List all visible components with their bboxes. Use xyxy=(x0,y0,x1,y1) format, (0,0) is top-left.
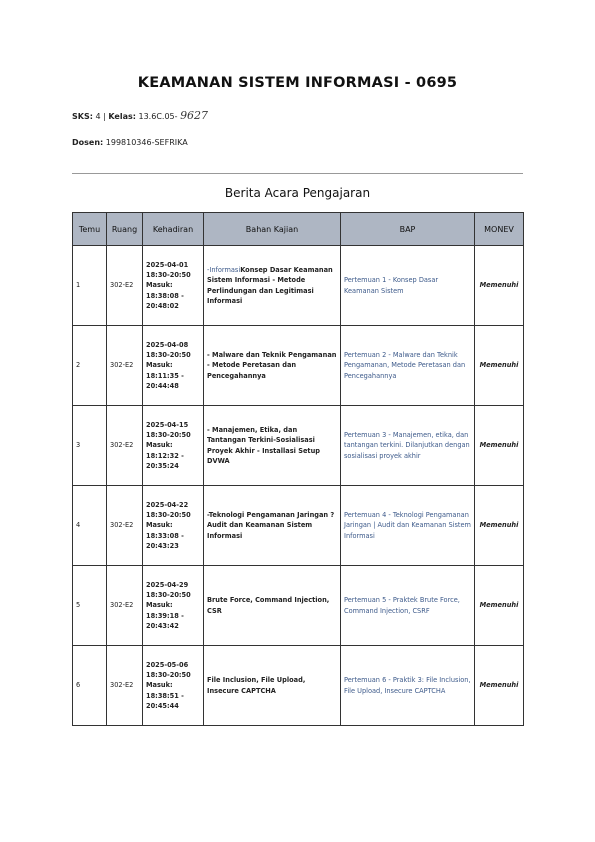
kelas-handwritten-note: 9627 xyxy=(180,109,209,122)
cell-bap: Pertemuan 3 - Manajemen, etika, dan tantangan terkini. Dilanjutkan dengan sosialisasi proyek akhir xyxy=(341,406,475,486)
separator: | xyxy=(103,112,106,121)
sks-label: SKS: xyxy=(72,112,93,121)
cell-bahan-kajian: File Inclusion, File Upload, Insecure CAPTCHA xyxy=(204,646,341,726)
header-kehadiran: Kehadiran xyxy=(143,213,204,246)
cell-temu: 1 xyxy=(73,246,107,326)
cell-kehadiran: 2025-04-01 18:30-20:50 Masuk: 18:38:08 - 20:48:02 xyxy=(143,246,204,326)
table-row xyxy=(73,246,524,326)
cell-ruang: 302-E2 xyxy=(107,566,143,646)
course-meta-line xyxy=(72,109,208,122)
cell-bap: Pertemuan 1 - Konsep Dasar Keamanan Sistem xyxy=(341,246,475,326)
dosen-line xyxy=(72,138,188,147)
table-row xyxy=(73,566,524,646)
cell-ruang: 302-E2 xyxy=(107,486,143,566)
kelas-value: 13.6C.05- xyxy=(138,112,178,121)
header-bahan-kajian: Bahan Kajian xyxy=(204,213,341,246)
header-bap: BAP xyxy=(341,213,475,246)
cell-ruang: 302-E2 xyxy=(107,326,143,406)
page-title: KEAMANAN SISTEM INFORMASI - 0695 xyxy=(137,75,458,91)
cell-ruang: 302-E2 xyxy=(107,406,143,486)
cell-bahan-kajian: -Teknologi Pengamanan Jaringan ? Audit dan Keamanan Sistem Informasi xyxy=(204,486,341,566)
cell-bap: Pertemuan 5 - Praktek Brute Force, Command Injection, CSRF xyxy=(341,566,475,646)
cell-kehadiran: 2025-05-06 18:30-20:50 Masuk: 18:38:51 - 20:45:44 xyxy=(143,646,204,726)
cell-kehadiran: 2025-04-08 18:30-20:50 Masuk: 18:11:35 - 20:44:48 xyxy=(143,326,204,406)
cell-temu: 5 xyxy=(73,566,107,646)
cell-monev: Memenuhi xyxy=(475,566,524,646)
sks-value: 4 xyxy=(95,112,101,121)
dosen-label: Dosen: xyxy=(72,138,104,147)
cell-monev: Memenuhi xyxy=(475,486,524,566)
table-row xyxy=(73,406,524,486)
header-temu: Temu xyxy=(73,213,107,246)
cell-bap: Pertemuan 4 - Teknologi Pengamanan Jaringan | Audit dan Keamanan Sistem Informasi xyxy=(341,486,475,566)
bahan-prefix: -Informasi xyxy=(207,266,241,275)
cell-monev: Memenuhi xyxy=(475,406,524,486)
cell-bap: Pertemuan 6 - Praktik 3: File Inclusion, File Upload, Insecure CAPTCHA xyxy=(341,646,475,726)
cell-bap: Pertemuan 2 - Malware dan Teknik Pengamanan, Metode Peretasan dan Pencegahannya xyxy=(341,326,475,406)
cell-bahan-kajian: - Malware dan Teknik Pengamanan - Metode Peretasan dan Pencegahannya xyxy=(204,326,341,406)
cell-ruang: 302-E2 xyxy=(107,646,143,726)
cell-ruang: 302-E2 xyxy=(107,246,143,326)
section-title: Berita Acara Pengajaran xyxy=(224,186,371,200)
bahan-text: Konsep Dasar Keamanan Sistem Informasi - Metode Perlindungan dan Legitimasi Informasi xyxy=(207,266,333,305)
cell-temu: 3 xyxy=(73,406,107,486)
cell-bahan-kajian: Brute Force, Command Injection, CSR xyxy=(204,566,341,646)
dosen-value: 199810346-SEFRIKA xyxy=(105,138,188,147)
bap-table xyxy=(72,212,524,726)
cell-monev: Memenuhi xyxy=(475,246,524,326)
cell-bahan-kajian: - Manajemen, Etika, dan Tantangan Terkini-Sosialisasi Proyek Akhir - Installasi Setup DVWA xyxy=(204,406,341,486)
divider xyxy=(72,173,523,174)
cell-temu: 6 xyxy=(73,646,107,726)
cell-monev: Memenuhi xyxy=(475,326,524,406)
cell-monev: Memenuhi xyxy=(475,646,524,726)
cell-temu: 4 xyxy=(73,486,107,566)
table-row xyxy=(73,486,524,566)
kelas-label: Kelas: xyxy=(108,112,136,121)
cell-kehadiran: 2025-04-22 18:30-20:50 Masuk: 18:33:08 - 20:43:23 xyxy=(143,486,204,566)
cell-bahan-kajian xyxy=(204,246,341,326)
table-header-row xyxy=(73,213,524,246)
table-row xyxy=(73,326,524,406)
cell-kehadiran: 2025-04-15 18:30-20:50 Masuk: 18:12:32 - 20:35:24 xyxy=(143,406,204,486)
header-ruang: Ruang xyxy=(107,213,143,246)
cell-temu: 2 xyxy=(73,326,107,406)
header-monev: MONEV xyxy=(475,213,524,246)
cell-kehadiran: 2025-04-29 18:30-20:50 Masuk: 18:39:18 - 20:43:42 xyxy=(143,566,204,646)
table-row xyxy=(73,646,524,726)
